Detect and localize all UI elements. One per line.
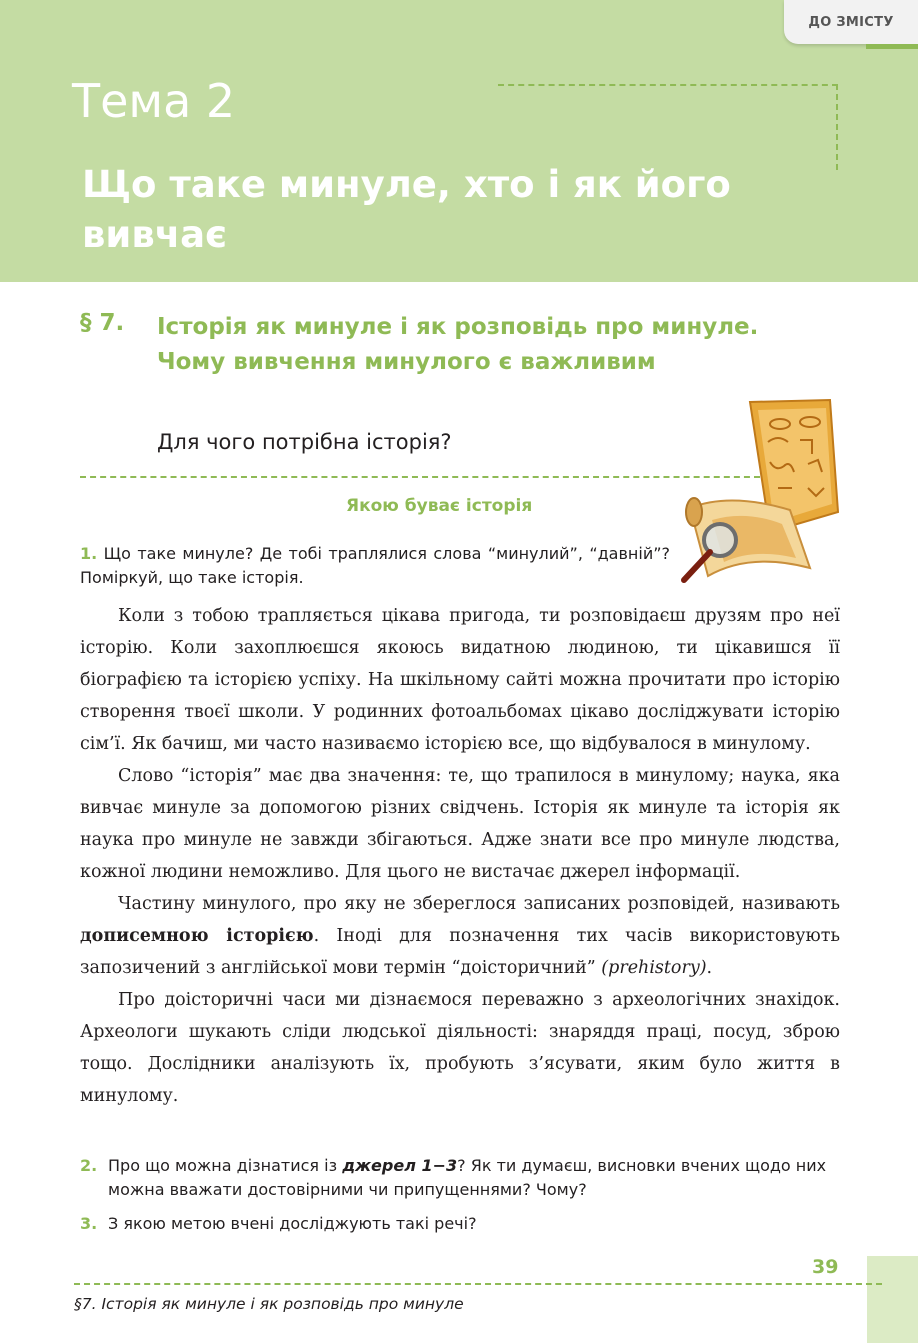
toc-button-label: ДО ЗМІСТУ [808,14,894,30]
task-1 [80,542,670,590]
theme-label: Тема 2 [72,74,236,128]
paragraph: Про доісторичні часи ми дізнаємося переважно з археологічних знахідок. Археологи шукають сліди людської діяльності: знаряддя праці, посуд, зброю тощо. Дослідники аналізують їх, пробують з’ясувати, яким було життя в минулому. [80,990,840,1106]
main-text [80,600,840,1112]
section-title: Історія як минуле і як розповідь про минуле. Чому вивчення минулого є важливим [157,314,759,375]
subheading: Якою буває історія [346,496,533,516]
paragraph: Слово “історія” має два значення: те, що трапилося в минулому; наука, яка вивчає минуле за допомогою різних свідчень. Історія як минуле та історія як наука про минуле не завжди збігаються. Адже знати все про минуле людства, кожної людини неможливо. Для цього не вистачає джерел інформації. [80,766,840,882]
task-number: 1. [80,544,98,563]
task-2 [80,1154,840,1202]
text-run: Про що можна дізнатися із [108,1156,343,1175]
text-run: . [706,958,713,978]
running-title: §7. Історія як минуле і як розповідь про минуле [74,1295,464,1313]
sources-reference: джерел 1−3 [342,1156,458,1175]
toc-button[interactable] [784,0,918,44]
decorative-dashed-line [498,84,838,86]
task-text: З якою метою вчені досліджують такі речі? [108,1214,477,1233]
text-run: Частину минулого, про яку не збереглося записаних розповідей, називають [118,894,840,914]
text-run: . Іноді для позначення тих часів використовують запозичений з англійської мови термін “доісторичний” [80,926,841,978]
page-number: 39 [812,1256,839,1278]
toc-accent-strip [866,44,918,49]
term-english: (prehistory) [601,958,707,978]
task-text [108,1154,840,1202]
section-number: § 7. [80,310,125,336]
text-run: ? Як ти думаєш, висновки вчених щодо них можна вважати достовірними чи припущеннями? Чому? [108,1156,827,1199]
task-text: Що таке минуле? Де тобі траплялися слова “минулий”, “давній”? Поміркуй, що таке історія. [80,544,671,587]
section-divider [80,476,760,478]
paragraph: Коли з тобою трапляється цікава пригода, ти розповідаєш друзям про неї історію. Коли захоплюєшся якоюсь видатною людиною, ти цікавишся її біографією та історією успіху. На шкільному сайті можна прочитати про історію створення твоєї школи. У родинних фотоальбомах цікаво досліджувати історію сім’ї. Як бачиш, ми часто називаємо історією все, що відбувалося в минулому. [80,606,840,754]
section-question: Для чого потрібна історія? [157,430,452,454]
paragraph [80,888,840,984]
footer-divider [74,1283,882,1285]
theme-title: Що таке минуле, хто і як його вивчає [82,163,731,256]
page-side-strip [867,1256,918,1343]
decorative-dashed-line [836,84,838,170]
ancient-papyrus-illustration [650,392,850,592]
task-3 [80,1212,840,1236]
task-number: 3. [80,1214,98,1233]
key-term: дописемною історією [80,926,314,946]
task-number: 2. [80,1156,98,1175]
